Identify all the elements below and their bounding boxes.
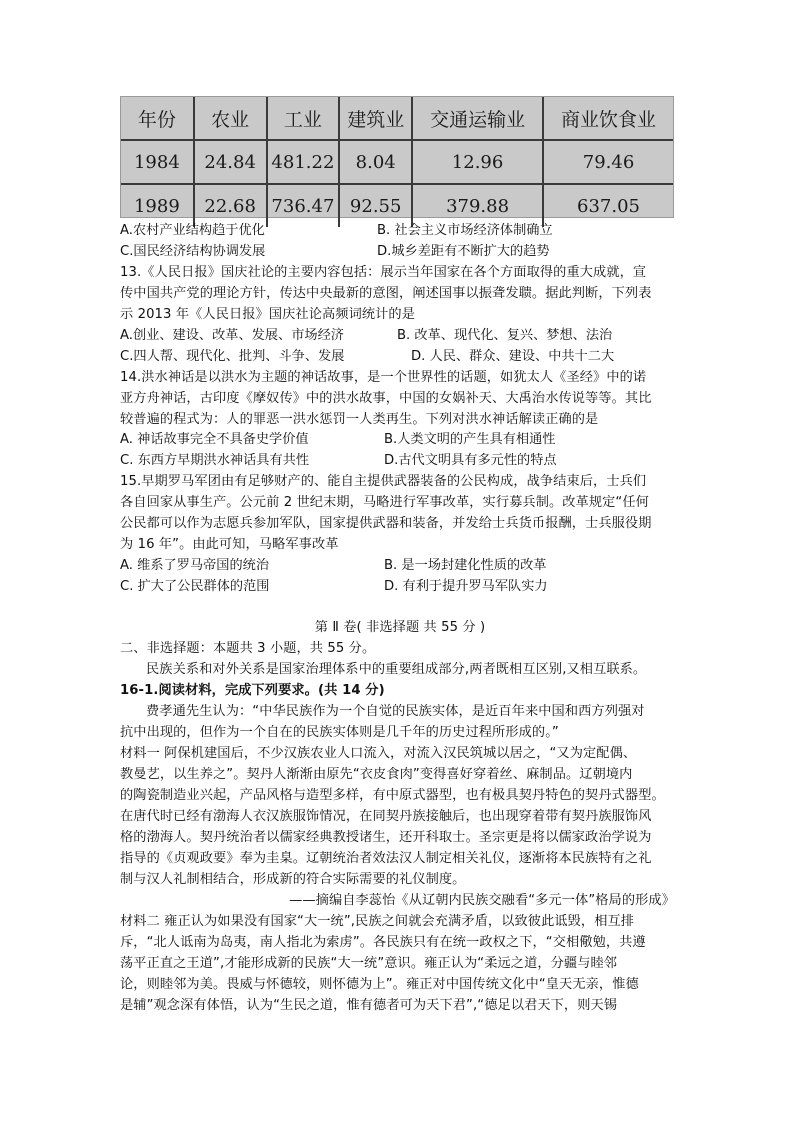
fei-quote-line: 费孝通先生认为：“中华民族作为一个自觉的民族实体，是近百年来中国和西方列强对	[146, 704, 645, 719]
table-header-row	[121, 97, 673, 140]
table-row	[121, 140, 673, 184]
table-cell: 79.46	[543, 140, 673, 184]
q14-option-b: B.人类文明的产生具有相通性	[384, 432, 556, 447]
table-cell: 22.68	[194, 184, 267, 227]
q14-option-c: C. 东西方早期洪水神话具有共性	[120, 453, 310, 468]
q13-option-d: D. 人民、群众、建设、中共十二大	[411, 349, 615, 364]
q13-stem-line: 示 2013 年《人民日报》国庆社论高频词统计的是	[120, 307, 416, 322]
header-cell: 年份	[121, 97, 194, 140]
statistics-table	[121, 97, 673, 227]
material-two-line: 斥，“北人诋南为岛夷，南人指北为索虏”。各民族只有在统一政权之下，“交相儆勉，共遵	[120, 935, 646, 950]
material-one-line: 在唐代时已经有渤海人衣汉族服饰情况，在同契丹族接触后，也出现穿着带有契丹族服饰风	[120, 809, 652, 824]
section-ii-title: 第 Ⅱ 卷( 非选择题 共 55 分 )	[314, 620, 486, 635]
material-one-line: 格的渤海人。契丹统治者以儒家经典教授诸生，还开科取士。圣宗更是将以儒家政治学说为	[120, 830, 652, 845]
q15-stem-line: 各自回家从事生产。公元前 2 世纪末期，马略进行军事改革，实行募兵制。改革规定“任何	[120, 495, 649, 510]
section-ii-intro: 民族关系和对外关系是国家治理体系中的重要组成部分,两者既相互区别,又相互联系。	[146, 662, 647, 677]
header-cell: 交通运输业	[412, 97, 543, 140]
q13-option-b: B. 改革、现代化、复兴、梦想、法治	[397, 328, 613, 343]
q15-option-a: A. 维系了罗马帝国的统治	[120, 558, 270, 573]
q15-option-d: D. 有利于提升罗马军队实力	[384, 579, 548, 594]
material-two-line: 论，则睦邻为美。畏威与怀德较，则怀德为上”。雍正对中国传统文化中“皇天无亲，惟德	[120, 977, 639, 992]
q13-stem-line: 13.《人民日报》国庆社论的主要内容包括：展示当年国家在各个方面取得的重大成就，宣	[120, 265, 647, 280]
table-cell: 637.05	[543, 184, 673, 227]
q13-option-c: C.四人帮、现代化、批判、斗争、发展	[120, 349, 345, 364]
material-one-line: 的陶瓷制造业兴起，产品风格与造型多样，有中原式器型，也有极具契丹特色的契丹式器型。	[120, 788, 665, 803]
header-cell: 农业	[194, 97, 267, 140]
q12-option-d: D.城乡差距有不断扩大的趋势	[377, 244, 550, 259]
q15-option-b: B. 是一场封建化性质的改革	[384, 558, 547, 573]
material-one-line: 材料一 阿保机建国后，不少汉族农业人口流入，对流入汉民筑城以居之，“又为定配偶、	[120, 746, 637, 761]
material-one-line: 制与汉人礼制相结合，形成新的符合实际需要的礼仪制度。	[120, 872, 466, 887]
table-cell: 481.22	[267, 140, 340, 184]
statistics-table-photo	[120, 96, 674, 218]
table-cell: 24.84	[194, 140, 267, 184]
q13-stem-line: 传中国共产党的理论方针，传达中央最新的意图，阐述国事以振聋发聩。据此判断，下列表	[120, 286, 652, 301]
q15-stem-line: 公民都可以作为志愿兵参加军队，国家提供武器和装备，并发给士兵货币报酬，士兵服役期	[120, 516, 652, 531]
q14-option-a: A. 神话故事完全不具备史学价值	[120, 432, 309, 447]
table-cell: 1984	[121, 140, 194, 184]
q15-option-c: C. 扩大了公民群体的范围	[120, 579, 270, 594]
q12-option-c: C.国民经济结构协调发展	[120, 244, 266, 259]
q15-stem-line: 15.早期罗马军团由有足够财产的、能自主提供武器装备的公民构成，战争结束后，士兵们	[120, 474, 647, 489]
material-one-line: 教曼艺，以生养之”。契丹人渐渐由原先“衣皮食肉”变得喜好穿着丝、麻制品。辽朝境内	[120, 767, 633, 782]
table-cell: 1989	[121, 184, 194, 227]
table-cell: 379.88	[412, 184, 543, 227]
q12-option-b: B. 社会主义市场经济体制确立	[377, 223, 553, 238]
header-cell: 建筑业	[339, 97, 412, 140]
material-one-source: ——摘编自李蕊怡《从辽朝内民族交融看“多元一体”格局的形成》	[289, 893, 675, 908]
material-one-line: 指导的《贞观政要》奉为圭臬。辽朝统治者效法汉人制定相关礼仪，逐渐将本民族特有之礼	[120, 851, 652, 866]
table-cell: 736.47	[267, 184, 340, 227]
q12-option-a: A.农村产业结构趋于优化	[120, 223, 265, 238]
header-cell: 工业	[267, 97, 340, 140]
q14-stem-line: 14.洪水神话是以洪水为主题的神话故事，是一个世界性的话题，如犹太人《圣经》中的诺	[120, 370, 647, 385]
section-ii-heading: 二、非选择题：本题共 3 小题，共 55 分。	[120, 641, 376, 656]
material-two-line: 荡平正直之王道”,才能形成新的民族“大一统”意识。雍正认为“柔远之道，分疆与睦邻	[120, 956, 618, 971]
table-cell: 92.55	[339, 184, 412, 227]
q16-title: 16-1.阅读材料，完成下列要求。(共 14 分)	[120, 683, 385, 698]
q14-stem-line: 较普遍的程式为：人的罪恶一洪水惩罚一人类再生。下列对洪水神话解读正确的是	[120, 412, 599, 427]
material-two-line: 材料二 雍正认为如果没有国家“大一统”,民族之间就会充满矛盾，以致彼此诋毁，相互排	[120, 914, 635, 929]
q13-option-a: A.创业、建设、改革、发展、市场经济	[120, 328, 344, 343]
table-cell: 12.96	[412, 140, 543, 184]
q14-option-d: D.古代文明具有多元性的特点	[384, 453, 557, 468]
header-cell: 商业饮食业	[543, 97, 673, 140]
table-cell: 8.04	[339, 140, 412, 184]
q14-stem-line: 亚方舟神话，古印度《摩奴传》中的洪水故事，中国的女娲补天、大禹治水传说等等。其比	[120, 391, 652, 406]
material-two-line: 是辅”观念深有体悟，认为“生民之道，惟有德者可为天下君”,“德足以君天下，则天锡	[120, 998, 618, 1013]
q15-stem-line: 为 16 年”。由此可知，马略军事改革	[120, 537, 339, 552]
fei-quote-line: 抗中出现的，但作为一个自在的民族实体则是几千年的历史过程所形成的。”	[120, 725, 559, 740]
